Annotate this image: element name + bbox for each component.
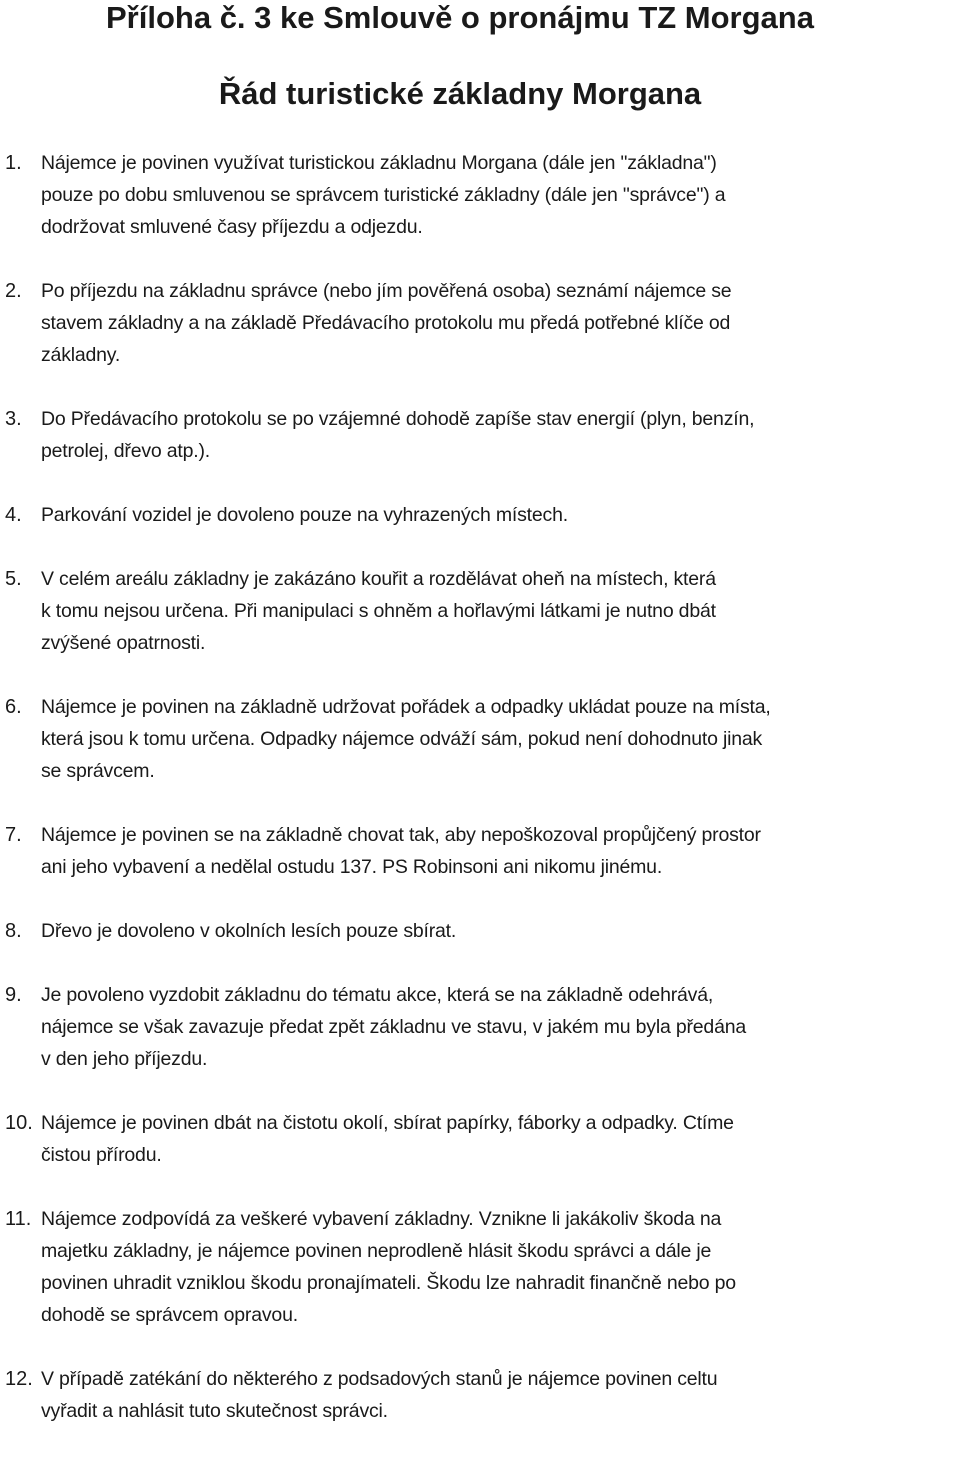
document-subtitle: Řád turistické základny Morgana	[218, 76, 702, 111]
rule-text-line: ani jeho vybavení a nedělal ostudu 137. PS Robinsoni ani nikomu jinému.	[41, 856, 663, 878]
rule-number: 1.	[5, 152, 22, 174]
rule-text-line: čistou přírodu.	[41, 1144, 162, 1166]
rule-text-line: Parkování vozidel je dovoleno pouze na vyhrazených místech.	[41, 504, 568, 526]
rule-text-line: v den jeho příjezdu.	[41, 1048, 208, 1070]
rule-text-line: stavem základny a na základě Předávacího protokolu mu předá potřebné klíče od	[41, 312, 731, 334]
rule-number: 5.	[5, 568, 22, 590]
rule-number: 10.	[5, 1112, 33, 1134]
rule-text-line: základny.	[41, 344, 121, 366]
rule-text-line: povinen uhradit vzniklou škodu pronajímateli. Škodu lze nahradit finančně nebo po	[41, 1272, 736, 1294]
rule-text-line: V případě zatékání do některého z podsadových stanů je nájemce povinen celtu	[41, 1368, 718, 1390]
rule-text-line: Nájemce je povinen se na základně chovat tak, aby nepoškozoval propůjčený prostor	[41, 824, 761, 846]
rule-text-line: vyřadit a nahlásit tuto skutečnost správci.	[41, 1400, 388, 1422]
rule-item	[0, 499, 960, 531]
rule-text	[41, 563, 960, 659]
rule-text-line: Po příjezdu na základnu správce (nebo jím pověřená osoba) seznámí nájemce se	[41, 280, 732, 302]
rule-number: 6.	[5, 696, 22, 718]
rule-item	[0, 275, 960, 371]
rule-number: 11.	[5, 1208, 32, 1230]
rule-text	[41, 1363, 960, 1427]
rule-item	[0, 979, 960, 1075]
rule-number: 7.	[5, 824, 22, 846]
rule-text	[41, 979, 960, 1075]
rule-text-line: Nájemce zodpovídá za veškeré vybavení základny. Vznikne li jakákoliv škoda na	[41, 1208, 722, 1230]
rule-text-line: V celém areálu základny je zakázáno kouřit a rozdělávat oheň na místech, která	[41, 568, 716, 590]
rule-text	[41, 499, 960, 531]
rule-text-line: Nájemce je povinen využívat turistickou základnu Morgana (dále jen "základna")	[41, 152, 717, 174]
rule-text	[41, 691, 960, 787]
rule-text	[41, 1203, 960, 1331]
rule-text	[41, 819, 960, 883]
rule-number: 12.	[5, 1368, 33, 1390]
rule-item	[0, 691, 960, 787]
rule-text-line: se správcem.	[41, 760, 155, 782]
rule-item	[0, 915, 960, 947]
rule-text-line: Je povoleno vyzdobit základnu do tématu akce, která se na základně odehrává,	[41, 984, 714, 1006]
rule-text	[41, 1107, 960, 1171]
rule-text-line: zvýšené opatrnosti.	[41, 632, 206, 654]
rule-item	[0, 1363, 960, 1427]
rule-item	[0, 819, 960, 883]
rule-text-line: Do Předávacího protokolu se po vzájemné dohodě zapíše stav energií (plyn, benzín,	[41, 408, 755, 430]
rule-text-line: k tomu nejsou určena. Při manipulaci s ohněm a hořlavými látkami je nutno dbát	[41, 600, 716, 622]
rule-item	[0, 147, 960, 243]
rule-text-line: dodržovat smluvené časy příjezdu a odjezdu.	[41, 216, 423, 238]
rule-number: 8.	[5, 920, 22, 942]
rule-text-line: Nájemce je povinen dbát na čistotu okolí, sbírat papírky, fáborky a odpadky. Ctíme	[41, 1112, 734, 1134]
rule-text	[41, 147, 960, 243]
rule-text-line: pouze po dobu smluvenou se správcem turistické základny (dále jen "správce") a	[41, 184, 726, 206]
rule-text-line: která jsou k tomu určena. Odpadky nájemce odváží sám, pokud není dohodnuto jinak	[41, 728, 763, 750]
rule-text-line: Dřevo je dovoleno v okolních lesích pouze sbírat.	[41, 920, 457, 942]
rule-item	[0, 1203, 960, 1331]
rule-item	[0, 563, 960, 659]
rule-number: 9.	[5, 984, 22, 1006]
rule-text-line: majetku základny, je nájemce povinen neprodleně hlásit škodu správci a dále je	[41, 1240, 712, 1262]
rule-text	[41, 915, 960, 947]
rule-number: 2.	[5, 280, 22, 302]
rule-text	[41, 275, 960, 371]
document-title: Příloha č. 3 ke Smlouvě o pronájmu TZ Morgana	[106, 0, 814, 35]
rule-number: 4.	[5, 504, 22, 526]
rules-list	[0, 147, 960, 1459]
rule-text-line: petrolej, dřevo atp.).	[41, 440, 211, 462]
rule-item	[0, 403, 960, 467]
rule-text-line: Nájemce je povinen na základně udržovat pořádek a odpadky ukládat pouze na místa,	[41, 696, 771, 718]
rule-text-line: dohodě se správcem opravou.	[41, 1304, 298, 1326]
rule-text-line: nájemce se však zavazuje předat zpět základnu ve stavu, v jakém mu byla předána	[41, 1016, 747, 1038]
rule-text	[41, 403, 960, 467]
rule-item	[0, 1107, 960, 1171]
rule-number: 3.	[5, 408, 22, 430]
